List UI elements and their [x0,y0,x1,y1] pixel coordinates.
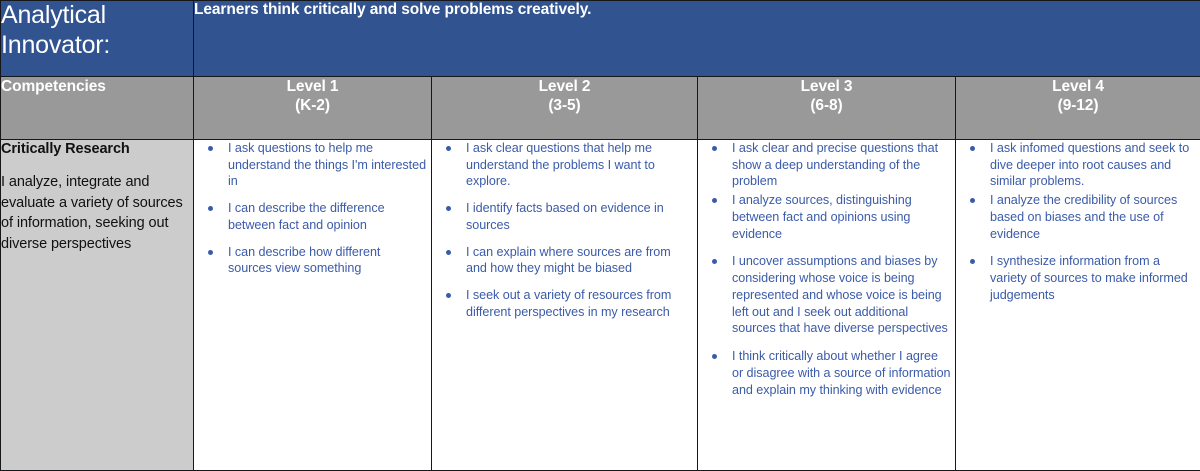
descriptor-item: I ask infomed questions and seek to dive deeper into root causes and similar problems. [990,140,1196,190]
competency-description: I analyze, integrate and evaluate a variety of sources of information, seeking out diverse perspectives [1,174,183,252]
header-level-4-cell [956,77,1200,140]
header-level-4-grades: (9-12) [1057,96,1099,114]
descriptor-item: I analyze sources, distinguishing between fact and opinions using evidence [732,192,951,242]
level-1-descriptor-list [194,140,431,277]
header-level-3-name: Level 3 [800,78,853,95]
descriptor-item: I can describe the difference between fact and opinion [228,200,427,233]
header-level-1-cell [194,77,432,140]
header-competencies-label: Competencies [1,78,106,95]
descriptor-item: I analyze the credibility of sources based on biases and the use of evidence [990,192,1196,242]
descriptor-item: I ask questions to help me understand the things I'm interested in [228,141,427,189]
framework-statement-cell [194,1,1200,77]
header-level-1-grades: (K-2) [295,96,330,114]
level-4-cell [956,140,1200,471]
descriptor-item: I think critically about whether I agree or disagree with a source of information and explain my thinking with evidence [732,349,951,397]
level-2-cell [432,140,698,471]
descriptor-item: I ask clear and precise questions that show a deep understanding of the problem [732,140,951,190]
header-level-2-grades: (3-5) [548,96,581,114]
descriptor-item: I can explain where sources are from and how they might be biased [466,244,693,277]
descriptor-item: I synthesize information from a variety of sources to make informed judgements [990,253,1196,303]
header-level-2-cell [432,77,698,140]
descriptor-item: I can describe how different sources view something [228,244,427,277]
level-1-cell [194,140,432,471]
level-3-descriptor-list [698,140,955,398]
descriptor-item: I identify facts based on evidence in sources [466,200,693,233]
level-3-cell [698,140,956,471]
competency-row [1,140,1200,471]
framework-statement: Learners think critically and solve problems creatively. [194,1,592,18]
framework-title-cell [1,1,194,77]
competency-title: Critically Research [1,141,130,157]
descriptor-item: I uncover assumptions and biases by considering whose voice is being represented and whose voice is being left out and I seek out additional sources that have diverse perspectives [732,253,951,337]
header-level-3-cell [698,77,956,140]
header-level-1-name: Level 1 [286,78,339,95]
header-level-2-name: Level 2 [538,78,591,95]
banner-row [1,1,1200,77]
column-header-row [1,77,1200,140]
descriptor-item: I seek out a variety of resources from different perspectives in my research [466,287,693,320]
header-competencies-cell [1,77,194,140]
framework-title: Analytical Innovator: [1,1,111,59]
header-level-3-grades: (6-8) [810,96,843,114]
level-4-descriptor-list [956,140,1200,304]
level-2-descriptor-list [432,140,697,321]
competency-cell [1,140,194,471]
descriptor-item: I ask clear questions that help me understand the problems I want to explore. [466,140,693,190]
header-level-4-name: Level 4 [1052,78,1104,95]
